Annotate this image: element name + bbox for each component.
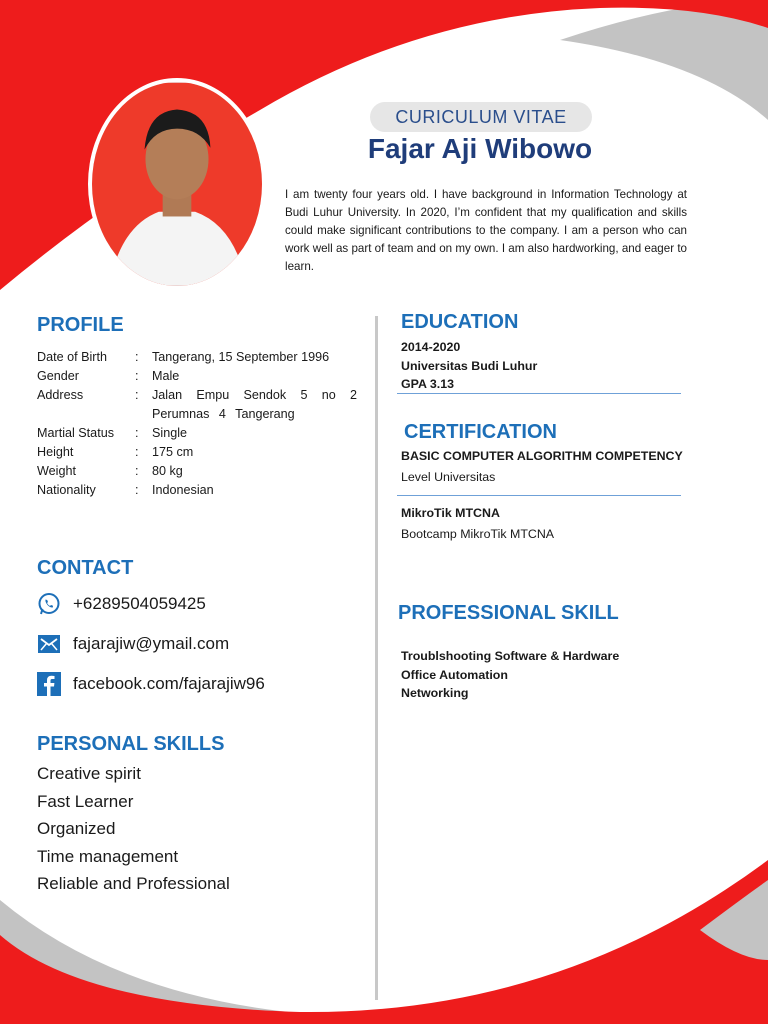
certification-detail: Level Universitas: [401, 469, 496, 484]
facebook-link[interactable]: facebook.com/fajarajiw96: [73, 674, 265, 693]
email-address[interactable]: fajarajiw@ymail.com: [73, 634, 230, 653]
profile-label: Nationality: [37, 483, 96, 497]
certification-title: BASIC COMPUTER ALGORITHM COMPETENCY: [401, 449, 683, 463]
profile-row-gender: Gender : Male: [37, 367, 357, 386]
profile-value: Male: [152, 369, 180, 383]
list-item: Fast Learner: [37, 791, 134, 811]
profile-table: [37, 348, 357, 500]
list-item: Networking: [401, 686, 469, 700]
list-item: Troublshooting Software & Hardware: [401, 649, 620, 663]
contact-phone: [37, 592, 206, 616]
profile-label: Martial Status: [37, 426, 114, 440]
list-item: Creative spirit: [37, 764, 141, 783]
profile-label: Date of Birth: [37, 350, 107, 364]
education-gpa: GPA 3.13: [401, 377, 455, 391]
professional-skill-heading: PROFESSIONAL SKILL: [398, 602, 619, 624]
list-item: Organized: [37, 819, 116, 838]
profile-row-marital-status: Martial Status : Single: [37, 424, 357, 443]
divider: [397, 495, 681, 496]
summary-paragraph: I am twenty four years old. I have background in Information Technology at Budi Luhur University. In 2020, I’m confident that my qualification and skills could make significant contributions to the company. I am a person who can work well as part of team and on my own. I am also hardworking, and eager to learn.: [285, 188, 687, 273]
certification-detail: Bootcamp MikroTik MTCNA: [401, 526, 555, 541]
professional-skill-list: [401, 647, 619, 703]
personal-skills-list: [37, 760, 230, 898]
education-school: Universitas Budi Luhur: [401, 358, 538, 373]
profile-label: Height: [37, 445, 74, 459]
profile-value: Indonesian: [152, 483, 214, 497]
education-block: [401, 338, 537, 394]
profile-value: Single: [152, 426, 188, 440]
certification-heading: CERTIFICATION: [404, 421, 557, 443]
profile-row-address: Address : Jalan Empu Sendok 5 no 2 Perumnas 4 Tangerang: [37, 386, 357, 424]
profile-heading: PROFILE: [37, 314, 124, 336]
contact-email: [37, 632, 229, 656]
column-divider: [375, 316, 378, 1000]
profile-value: 175 cm: [152, 445, 194, 459]
whatsapp-icon: [37, 592, 61, 616]
email-icon: [37, 632, 61, 656]
document-label: CURICULUM VITAE: [370, 102, 592, 132]
divider: [397, 393, 681, 394]
profile-value: 80 kg: [152, 464, 183, 478]
education-years: 2014-2020: [401, 340, 461, 354]
profile-label: Address: [37, 388, 84, 402]
profile-row-nationality: Nationality : Indonesian: [37, 481, 357, 500]
certification-title: MikroTik MTCNA: [401, 506, 500, 520]
list-item: Reliable and Professional: [37, 874, 230, 893]
candidate-name: Fajar Aji Wibowo: [367, 133, 593, 164]
profile-label: Weight: [37, 464, 76, 478]
profile-row-height: Height : 175 cm: [37, 443, 357, 462]
personal-skills-heading: PERSONAL SKILLS: [37, 733, 225, 755]
profile-label: Gender: [37, 369, 80, 383]
profile-value: Tangerang, 15 September 1996: [152, 350, 330, 364]
facebook-icon: [37, 672, 61, 696]
profile-row-weight: Weight : 80 kg: [37, 462, 357, 481]
certification-item: [401, 504, 554, 543]
profile-value: Jalan Empu Sendok 5 no 2 Perumnas 4 Tangerang: [152, 388, 357, 421]
profile-photo: [88, 78, 266, 290]
education-heading: EDUCATION: [401, 311, 519, 333]
list-item: Office Automation: [401, 667, 508, 682]
certification-item: [401, 447, 683, 486]
phone-number[interactable]: +6289504059425: [73, 594, 206, 613]
contact-heading: CONTACT: [37, 557, 134, 579]
contact-facebook: [37, 672, 265, 696]
profile-row-dob: Date of Birth : Tangerang, 15 September 1996: [37, 348, 357, 367]
list-item: Time management: [37, 846, 179, 866]
